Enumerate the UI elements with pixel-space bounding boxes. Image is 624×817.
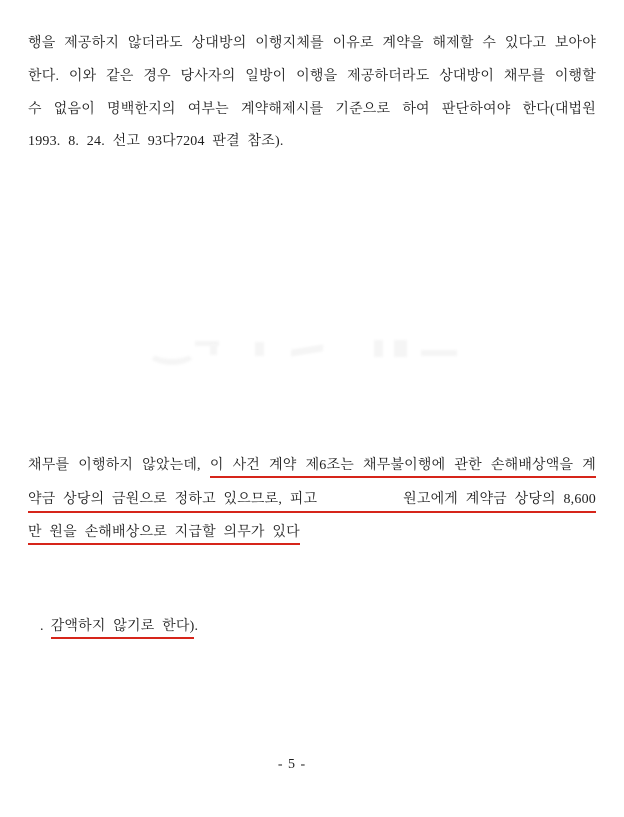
text-line: 한다. 이와 같은 경우 당사자의 일방이 이행을 제공하더라도 상대방이 채무를 이행할 (28, 69, 596, 84)
text-line-underlined (28, 491, 596, 513)
erased-stroke (147, 338, 197, 365)
underlined-text: 원고에게 계약금 상당의 8,600 (403, 492, 596, 507)
erased-stroke (374, 340, 383, 357)
erased-stroke (210, 344, 217, 355)
text-line (28, 524, 596, 541)
text-line (28, 457, 596, 474)
text-line: 수 없음이 명백한지의 여부는 계약해제시를 기준으로 하여 판단하여야 한다(대법원 (28, 102, 596, 117)
erased-stroke (291, 344, 323, 356)
text-line: 행을 제공하지 않더라도 상대방의 이행지체를 이유로 계약을 해제할 수 있다고 보아야 (28, 36, 596, 51)
underlined-text: 만 원을 손해배상으로 지급할 의무가 있다 (28, 525, 300, 545)
erased-stroke (394, 340, 407, 357)
erased-stroke (255, 342, 264, 356)
erased-stroke (421, 350, 457, 356)
underlined-text: 이 사건 계약 제6조는 채무불이행에 관한 손해배상액을 계 (210, 458, 596, 478)
underlined-text: 감액하지 않기로 한다) (51, 619, 195, 639)
punctuation-mark: . (194, 619, 199, 634)
plain-text: 채무를 이행하지 않았는데, (28, 458, 201, 473)
punctuation-mark: . (40, 619, 44, 634)
text-line-case-citation: 1993. 8. 24. 선고 93다7204 판결 참조). (28, 134, 284, 149)
underlined-text: 약금 상당의 금원으로 정하고 있으므로, 피고 (28, 492, 318, 507)
page-number: - 5 - (277, 757, 307, 772)
text-line (28, 618, 596, 635)
